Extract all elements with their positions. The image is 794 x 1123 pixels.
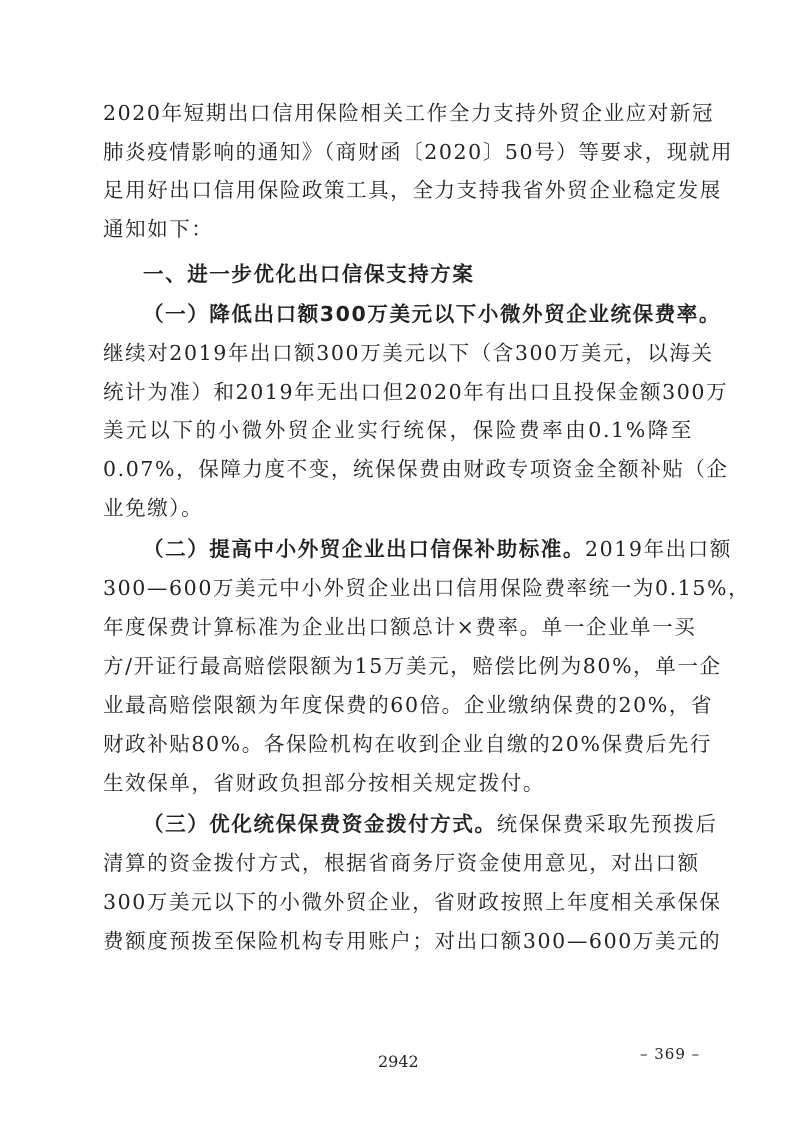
paragraph-line: 清算的资金拨付方式，根据省商务厅资金使用意见，对出口额	[103, 851, 700, 875]
intro-line: 通知如下：	[103, 217, 214, 241]
item-title-tail: 统保保费采取先预拨后	[496, 812, 718, 836]
document-number: 2942	[378, 1052, 419, 1071]
item-title: （一）降低出口额300万美元以下小微外贸企业统保费率。	[143, 302, 721, 326]
paragraph-line: 年度保费计算标准为企业出口额总计×费率。单一企业单一买	[103, 615, 697, 639]
item-title: （三）优化统保保费资金拨付方式。	[143, 812, 497, 836]
item-title: （二）提高中小外贸企业出口信保补助标准。	[143, 537, 585, 561]
paragraph-line: 300万美元以下的小微外贸企业，省财政按照上年度相关承保保	[103, 890, 722, 914]
paragraph-line: 统计为准）和2019年无出口但2020年有出口且投保金额300万	[103, 380, 729, 404]
intro-line: 肺炎疫情影响的通知》（商财函〔2020〕50号）等要求，现就用	[103, 140, 734, 164]
page-number: – 369 –	[640, 1045, 701, 1063]
paragraph-line: 美元以下的小微外贸企业实行统保，保险费率由0.1%降至	[103, 418, 693, 442]
intro-line: 足用好出口信用保险政策工具，全力支持我省外贸企业稳定发展	[103, 178, 722, 202]
paragraph-line: 生效保单，省财政负担部分按相关规定拨付。	[103, 771, 545, 795]
paragraph-line: 业最高赔偿限额为年度保费的60倍。企业缴纳保费的20%，省	[103, 693, 714, 717]
intro-line: 2020年短期出口信用保险相关工作全力支持外贸企业应对新冠	[103, 101, 715, 125]
item-title-tail: 2019年出口额	[585, 537, 732, 561]
paragraph-line: 方/开证行最高赔偿限额为15万美元，赔偿比例为80%，单一企	[103, 654, 722, 678]
paragraph-line: 300—600万美元中小外贸企业出口信用保险费率统一为0.15%，	[103, 576, 751, 600]
item-title-line	[143, 530, 732, 568]
item-title-line	[143, 805, 718, 843]
paragraph-line: 财政补贴80%。各保险机构在收到企业自缴的20%保费后先行	[103, 732, 713, 756]
paragraph-line: 继续对2019年出口额300万美元以下（含300万美元，以海关	[103, 341, 714, 365]
section-heading: 一、进一步优化出口信保支持方案	[143, 262, 475, 286]
paragraph-line: 费额度预拨至保险机构专用账户；对出口额300—600万美元的	[103, 929, 722, 953]
paragraph-line: 业免缴）。	[103, 496, 204, 520]
paragraph-line: 0.07%，保障力度不变，统保保费由财政专项资金全额补贴（企	[103, 457, 729, 481]
